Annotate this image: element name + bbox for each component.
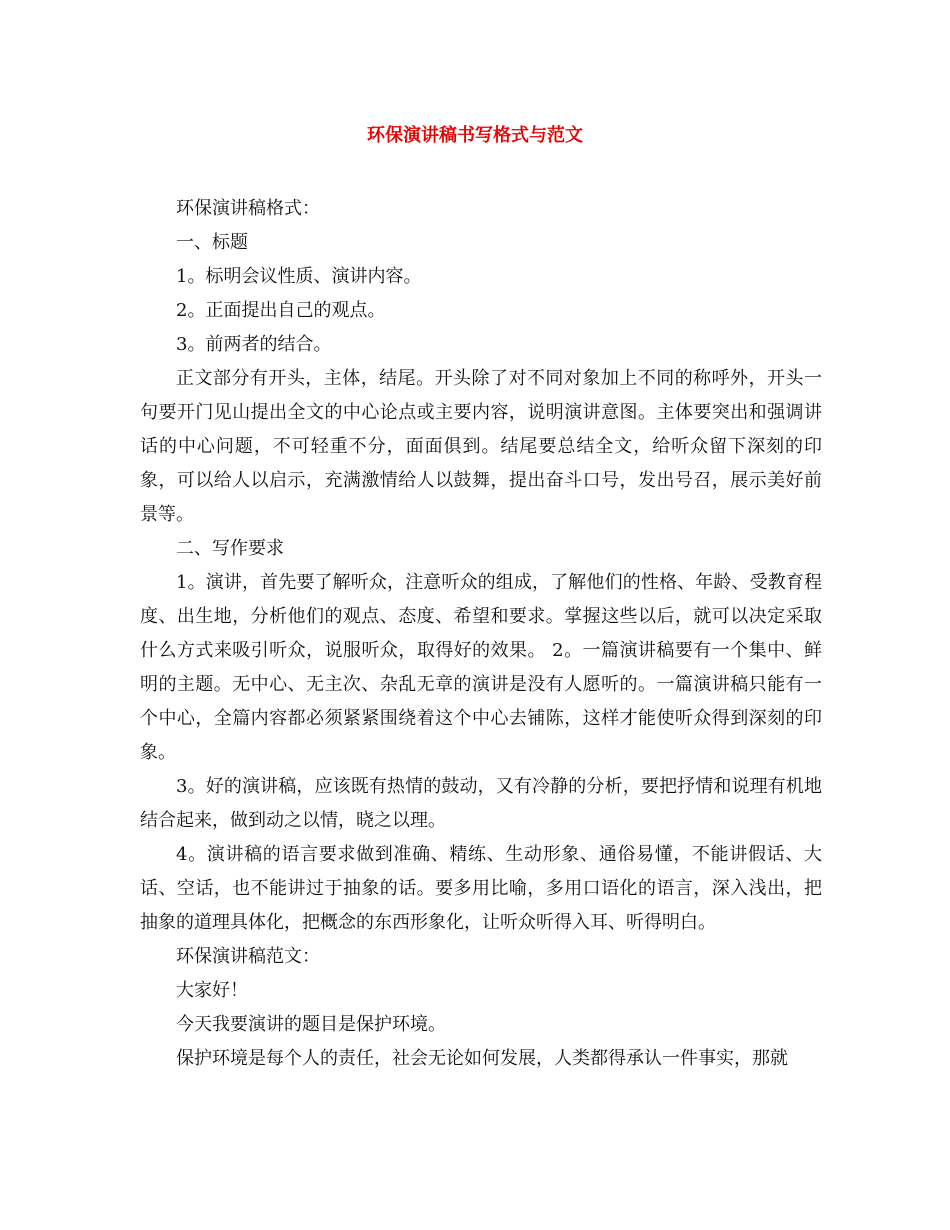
paragraph-greeting: 大家好！ xyxy=(176,980,248,1001)
paragraph-format-heading: 环保演讲稿格式： xyxy=(176,198,320,219)
paragraph-requirement-3: 3。好的演讲稿，应该既有热情的鼓动，又有冷静的分析，要把抒情和说理有机地结合起来，做到动之以情，晓之以理。 xyxy=(140,776,822,831)
paragraph-title-item-1: 1。标明会议性质、演讲内容。 xyxy=(176,266,422,287)
paragraph-sample-body: 保护环境是每个人的责任，社会无论如何发展，人类都得承认一件事实，那就 xyxy=(176,1048,788,1069)
paragraph-title-item-3: 3。前两者的结合。 xyxy=(176,334,332,355)
paragraph-sample-heading: 环保演讲稿范文： xyxy=(176,946,320,967)
document-title: 环保演讲稿书写格式与范文 xyxy=(367,125,583,146)
paragraph-requirement-1-2: 1。演讲，首先要了解听众，注意听众的组成，了解他们的性格、年龄、受教育程度、出生地，分析他们的观点、态度、希望和要求。掌握这些以后，就可以决定采取什么方式来吸引听众，说服听众，取得好的效果。 2。一篇演讲稿要有一个集中、鲜明的主题。无中心、无主次、杂乱无章的演讲是没有人愿听的。一篇演讲稿只能有一个中心，全篇内容都必须紧紧围绕着这个中心去铺陈，这样才能使听众得到深刻的印象。 xyxy=(140,572,822,763)
paragraph-section-title: 一、标题 xyxy=(176,232,248,253)
paragraph-title-item-2: 2。正面提出自己的观点。 xyxy=(176,300,386,321)
paragraph-section-requirements: 二、写作要求 xyxy=(176,538,284,559)
document-body xyxy=(140,192,822,1076)
paragraph-topic: 今天我要演讲的题目是保护环境。 xyxy=(176,1014,446,1035)
paragraph-requirement-4: 4。演讲稿的语言要求做到准确、精练、生动形象、通俗易懂，不能讲假话、大话、空话，也不能讲过于抽象的话。要多用比喻，多用口语化的语言，深入浅出，把抽象的道理具体化，把概念的东西形象化，让听众听得入耳、听得明白。 xyxy=(140,844,822,933)
paragraph-body-structure: 正文部分有开头，主体，结尾。开头除了对不同对象加上不同的称呼外，开头一句要开门见山提出全文的中心论点或主要内容，说明演讲意图。主体要突出和强调讲话的中心问题，不可轻重不分，面面俱到。结尾要总结全文，给听众留下深刻的印象，可以给人以启示，充满激情给人以鼓舞，提出奋斗口号，发出号召，展示美好前景等。 xyxy=(140,368,822,525)
